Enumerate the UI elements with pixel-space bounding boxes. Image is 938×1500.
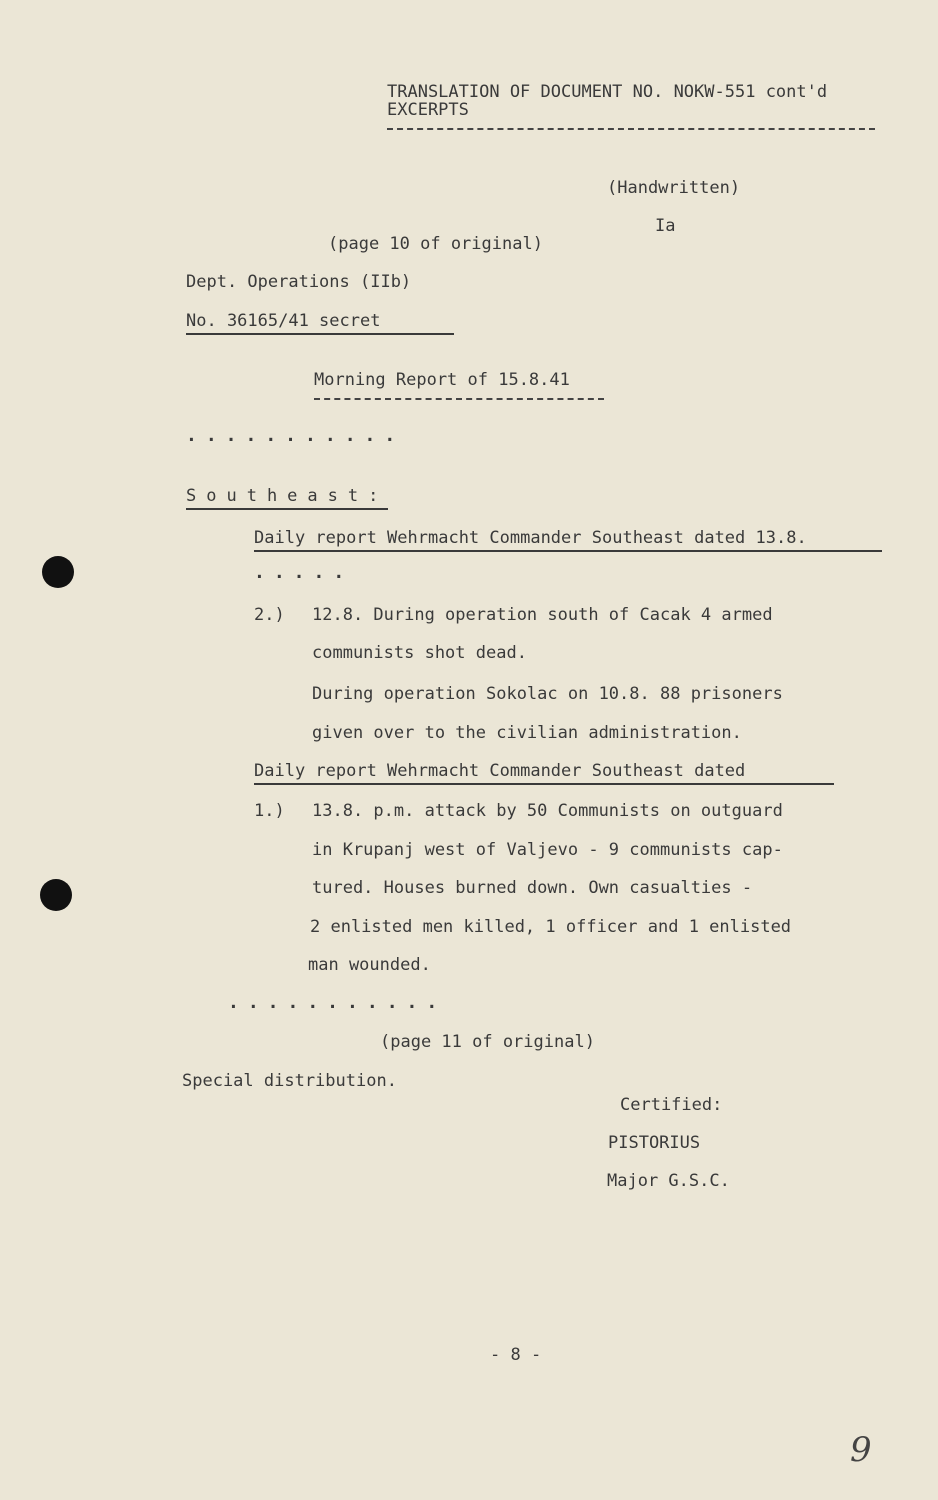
report-1-item-number: 2.) xyxy=(254,605,285,625)
page-number: - 8 - xyxy=(490,1345,542,1365)
omission-dots-1: ........... xyxy=(186,425,405,446)
report-2-line: 2 enlisted men killed, 1 officer and 1 enlisted xyxy=(310,917,792,937)
section-heading: Southeast: xyxy=(186,486,388,510)
report-2-line: man wounded. xyxy=(308,955,431,975)
department: Dept. Operations (IIb) xyxy=(186,272,412,292)
report-1-line: 12.8. During operation south of Cacak 4 armed xyxy=(312,605,773,625)
report-title-dashed-rule xyxy=(314,398,604,400)
report-1-line: During operation Sokolac on 10.8. 88 prisoners xyxy=(312,684,783,704)
daily-report-1-heading: Daily report Wehrmacht Commander Southeast dated 13.8. xyxy=(254,528,882,552)
handwritten-note: (Handwritten) xyxy=(607,178,741,198)
report-title: Morning Report of 15.8.41 xyxy=(314,370,570,390)
handwritten-mark: Ia xyxy=(655,216,676,236)
distribution-note: Special distribution. xyxy=(182,1071,397,1091)
omission-dots-report-1: ..... xyxy=(254,562,354,583)
daily-report-2-heading: Daily report Wehrmacht Commander Southeast dated xyxy=(254,761,834,785)
page-reference-top: (page 10 of original) xyxy=(328,234,543,254)
certifier-rank: Major G.S.C. xyxy=(607,1171,730,1191)
report-2-line: 13.8. p.m. attack by 50 Communists on outguard xyxy=(312,801,783,821)
report-2-line: in Krupanj west of Valjevo - 9 communists cap- xyxy=(312,840,783,860)
title-dashed-rule xyxy=(387,128,875,130)
certification-label: Certified: xyxy=(620,1095,723,1115)
document-number: No. 36165/41 secret xyxy=(186,311,454,335)
omission-dots-2: ........... xyxy=(228,992,447,1013)
report-2-item-number: 1.) xyxy=(254,801,285,821)
punch-hole-upper xyxy=(42,556,74,588)
certifier-name: PISTORIUS xyxy=(608,1133,701,1153)
report-1-line: communists shot dead. xyxy=(312,643,527,663)
page-reference-bottom: (page 11 of original) xyxy=(380,1032,595,1052)
document-subtitle: EXCERPTS xyxy=(387,100,469,120)
report-2-line: tured. Houses burned down. Own casualties - xyxy=(312,878,753,898)
document-title: TRANSLATION OF DOCUMENT NO. NOKW-551 cont'd xyxy=(387,82,828,102)
report-1-line: given over to the civilian administration. xyxy=(312,723,742,743)
handwritten-page-number: 9 xyxy=(850,1430,872,1470)
punch-hole-lower xyxy=(40,879,72,911)
